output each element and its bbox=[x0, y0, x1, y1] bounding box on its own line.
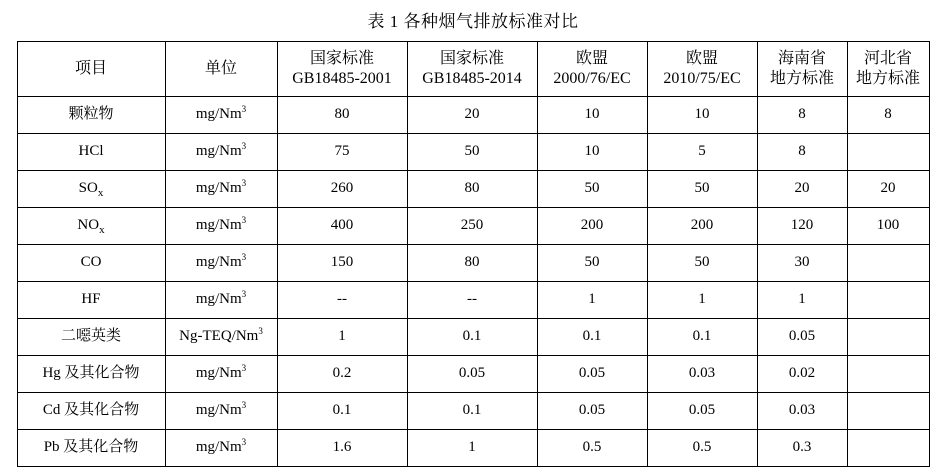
cell-value bbox=[847, 245, 929, 282]
cell-value: 0.1 bbox=[277, 393, 407, 430]
cell-value: 0.1 bbox=[407, 393, 537, 430]
cell-value: 0.03 bbox=[757, 393, 847, 430]
cell-value: 150 bbox=[277, 245, 407, 282]
superscript: 3 bbox=[258, 326, 263, 337]
superscript: 3 bbox=[241, 363, 247, 374]
superscript: 3 bbox=[241, 104, 247, 115]
column-header-4 bbox=[537, 42, 647, 97]
table-header-row bbox=[17, 42, 929, 97]
column-header-line: 地方标准 bbox=[855, 70, 920, 87]
superscript: 3 bbox=[241, 437, 247, 448]
cell-value: 50 bbox=[537, 171, 647, 208]
cell-value: 80 bbox=[277, 97, 407, 134]
cell-value: 0.05 bbox=[647, 393, 757, 430]
superscript: 3 bbox=[241, 141, 247, 152]
cell-value: 80 bbox=[407, 171, 537, 208]
column-header-6 bbox=[757, 42, 847, 97]
cell-item: CO bbox=[17, 245, 165, 282]
table-row bbox=[17, 171, 929, 208]
cell-value: 20 bbox=[407, 97, 537, 134]
superscript: 3 bbox=[241, 400, 247, 411]
column-header-line: 河北省 bbox=[863, 50, 912, 67]
cell-value: 75 bbox=[277, 134, 407, 171]
table-caption: 表 1 各种烟气排放标准对比 bbox=[367, 12, 579, 31]
cell-unit: mg/Nm$^3$ bbox=[165, 282, 277, 319]
cell-value: 0.2 bbox=[277, 356, 407, 393]
cell-value: 50 bbox=[537, 245, 647, 282]
table-row bbox=[17, 430, 929, 467]
cell-value: 10 bbox=[647, 97, 757, 134]
column-header-line: 2000/76/EC bbox=[553, 70, 631, 87]
cell-value: 1 bbox=[407, 430, 537, 467]
cell-value: 1 bbox=[647, 282, 757, 319]
cell-item: Pb 及其化合物 bbox=[17, 430, 165, 467]
cell-value: 50 bbox=[407, 134, 537, 171]
cell-value bbox=[847, 356, 929, 393]
cell-item: $SO_x$ bbox=[17, 171, 165, 208]
table-row bbox=[17, 134, 929, 171]
cell-value: -- bbox=[277, 282, 407, 319]
column-header-line: 欧盟 bbox=[685, 50, 718, 67]
table-row bbox=[17, 245, 929, 282]
emission-standards-table bbox=[17, 41, 930, 467]
column-header-1 bbox=[165, 42, 277, 97]
cell-item: 二噁英类 bbox=[17, 319, 165, 356]
column-header-2 bbox=[277, 42, 407, 97]
cell-unit: mg/Nm$^3$ bbox=[165, 97, 277, 134]
column-header-3 bbox=[407, 42, 537, 97]
column-header-7 bbox=[847, 42, 929, 97]
cell-value: 0.1 bbox=[647, 319, 757, 356]
cell-unit: mg/Nm$^3$ bbox=[165, 171, 277, 208]
cell-value: 50 bbox=[647, 171, 757, 208]
cell-value: 0.1 bbox=[537, 319, 647, 356]
cell-value bbox=[847, 134, 929, 171]
cell-unit: Ng-TEQ/Nm$^3$ bbox=[165, 319, 277, 356]
cell-value: 1 bbox=[757, 282, 847, 319]
cell-value: 8 bbox=[757, 97, 847, 134]
cell-value: 0.5 bbox=[537, 430, 647, 467]
column-header-line: 海南省 bbox=[777, 50, 826, 67]
column-header-line: 国家标准 bbox=[439, 50, 504, 67]
cell-value bbox=[847, 393, 929, 430]
cell-value: 0.1 bbox=[407, 319, 537, 356]
cell-value: 1 bbox=[537, 282, 647, 319]
cell-item: Hg 及其化合物 bbox=[17, 356, 165, 393]
cell-value bbox=[847, 430, 929, 467]
cell-value bbox=[847, 319, 929, 356]
cell-item: $NO_x$ bbox=[17, 208, 165, 245]
cell-value: 8 bbox=[757, 134, 847, 171]
cell-value: 0.3 bbox=[757, 430, 847, 467]
cell-value: 80 bbox=[407, 245, 537, 282]
cell-value: 0.02 bbox=[757, 356, 847, 393]
superscript: 3 bbox=[241, 252, 247, 263]
cell-unit: mg/Nm$^3$ bbox=[165, 245, 277, 282]
column-header-line: 地方标准 bbox=[769, 70, 834, 87]
cell-value: 10 bbox=[537, 97, 647, 134]
table-row bbox=[17, 356, 929, 393]
cell-value: 260 bbox=[277, 171, 407, 208]
cell-value: 10 bbox=[537, 134, 647, 171]
cell-item: Cd 及其化合物 bbox=[17, 393, 165, 430]
table-row bbox=[17, 319, 929, 356]
superscript: 3 bbox=[241, 289, 247, 300]
cell-value: 20 bbox=[757, 171, 847, 208]
table-row bbox=[17, 208, 929, 245]
cell-value: 200 bbox=[537, 208, 647, 245]
table-row bbox=[17, 282, 929, 319]
cell-value: 50 bbox=[647, 245, 757, 282]
cell-value: 5 bbox=[647, 134, 757, 171]
superscript: 3 bbox=[241, 178, 247, 189]
cell-value: 30 bbox=[757, 245, 847, 282]
cell-value: 0.5 bbox=[647, 430, 757, 467]
cell-value bbox=[847, 282, 929, 319]
column-header-line: GB18485-2014 bbox=[422, 70, 522, 87]
cell-unit: mg/Nm$^3$ bbox=[165, 134, 277, 171]
cell-value: 200 bbox=[647, 208, 757, 245]
column-header-line: 2010/75/EC bbox=[663, 70, 741, 87]
column-header-line: GB18485-2001 bbox=[292, 70, 392, 87]
column-header-line: 国家标准 bbox=[309, 50, 374, 67]
cell-unit: mg/Nm$^3$ bbox=[165, 356, 277, 393]
cell-unit: mg/Nm$^3$ bbox=[165, 208, 277, 245]
cell-value: 0.05 bbox=[407, 356, 537, 393]
cell-value: 400 bbox=[277, 208, 407, 245]
cell-value: -- bbox=[407, 282, 537, 319]
cell-value: 100 bbox=[847, 208, 929, 245]
column-header-line: 单位 bbox=[204, 60, 237, 77]
cell-value: 8 bbox=[847, 97, 929, 134]
table-row bbox=[17, 97, 929, 134]
cell-value: 0.05 bbox=[757, 319, 847, 356]
superscript: 3 bbox=[241, 215, 247, 226]
cell-value: 120 bbox=[757, 208, 847, 245]
subscript: x bbox=[97, 187, 104, 200]
cell-item: HF bbox=[17, 282, 165, 319]
cell-unit: mg/Nm$^3$ bbox=[165, 393, 277, 430]
cell-item: 颗粒物 bbox=[17, 97, 165, 134]
cell-value: 20 bbox=[847, 171, 929, 208]
cell-value: 0.05 bbox=[537, 356, 647, 393]
cell-value: 250 bbox=[407, 208, 537, 245]
cell-value: 0.05 bbox=[537, 393, 647, 430]
cell-value: 1.6 bbox=[277, 430, 407, 467]
cell-item: HCl bbox=[17, 134, 165, 171]
cell-value: 1 bbox=[277, 319, 407, 356]
column-header-0 bbox=[17, 42, 165, 97]
subscript: x bbox=[99, 224, 105, 237]
column-header-line: 项目 bbox=[74, 60, 107, 77]
cell-value: 0.03 bbox=[647, 356, 757, 393]
cell-unit: mg/Nm$^3$ bbox=[165, 430, 277, 467]
column-header-5 bbox=[647, 42, 757, 97]
column-header-line: 欧盟 bbox=[575, 50, 608, 67]
table-row bbox=[17, 393, 929, 430]
